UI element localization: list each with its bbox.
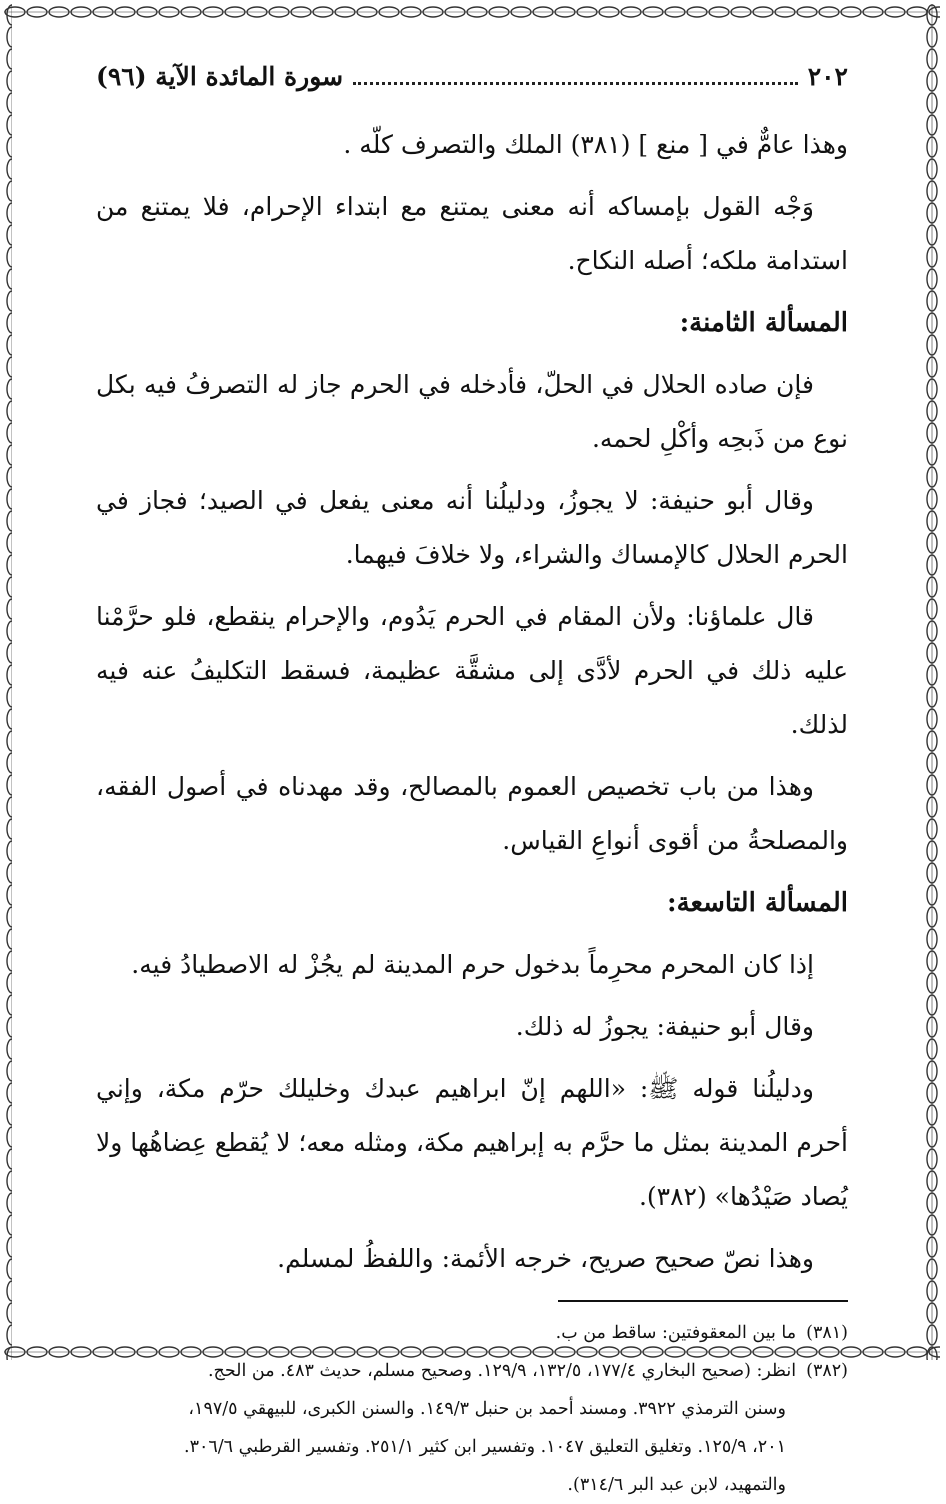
footnote-381 bbox=[96, 1314, 848, 1352]
footnote-separator bbox=[558, 1300, 848, 1302]
paragraph: وَجْه القول بإمساكه أنه معنى يمتنع مع ابتداء الإحرام، فلا يمتنع من استدامة ملكه؛ أصله النكاح. bbox=[96, 192, 848, 275]
paragraph: وقال أبو حنيفة: يجوزُ له ذلك. bbox=[515, 1012, 814, 1041]
chain-border-top bbox=[4, 4, 940, 20]
chain-border-left bbox=[4, 4, 12, 1360]
running-title: سورة المائدة الآية (٩٦) bbox=[96, 62, 344, 91]
paragraph: وهذا من باب تخصيص العموم بالمصالح، وقد مهدناه في أصول الفقه، والمصلحةُ من أقوى أنواعِ القياس. bbox=[96, 772, 848, 855]
paragraph: ودليلُنا قوله ﷺ: «اللهم إنّ ابراهيم عبدك وخليلك حرّم مكة، وإني أحرم المدينة بمثل ما حرَّم به إبراهيم مكة، ومثله معه؛ لا يُقطع عِضاهُها ولا يُصاد صَيْدُها» (٣٨٢). bbox=[96, 1074, 848, 1211]
section-heading: المسألة التاسعة: bbox=[667, 888, 848, 918]
chain-border-right bbox=[924, 4, 940, 1360]
footnote-text: ما بين المعقوفتين: ساقط من ب. bbox=[555, 1323, 797, 1343]
running-header bbox=[96, 62, 848, 110]
paragraph: فإن صاده الحلال في الحلّ، فأدخله في الحرم جاز له التصرفُ فيه بكل نوع من ذَبحِه وأكْلِ لحمه. bbox=[96, 370, 848, 453]
section-heading: المسألة الثامنة: bbox=[679, 308, 848, 338]
paragraph: وهذا عامٌّ في [ منع ] (٣٨١) الملك والتصرف كلّه . bbox=[343, 130, 848, 159]
footnote-number: (٣٨٢) bbox=[806, 1361, 848, 1381]
footnote-line: ٢٠١، ١٢٥/٩. وتغليق التعليق ١٠٤٧. وتفسير ابن كثير ٢٥١/١. وتفسير القرطبي ٣٠٦/٦. bbox=[183, 1437, 786, 1457]
footnote-number: (٣٨١) bbox=[806, 1323, 848, 1343]
paragraph: وقال أبو حنيفة: لا يجوزُ، ودليلُنا أنه معنى يفعل في الصيد؛ فجاز في الحرم الحلال كالإمساك والشراء، ولا خلافَ فيهما. bbox=[96, 486, 848, 569]
page-content bbox=[96, 62, 848, 1495]
header-dots bbox=[353, 82, 798, 85]
footnote-line: وسنن الترمذي ٣٩٢٢. ومسند أحمد بن حنبل ١٤٩/٣. والسنن الكبرى، للبيهقي ١٩٧/٥، bbox=[188, 1399, 786, 1419]
footnote-line: والتمهيد، لابن عبد البر ٣١٤/٦). bbox=[567, 1475, 786, 1495]
paragraph: إذا كان المحرم محرِماً بدخول حرم المدينة لم يجُزْ له الاصطيادُ فيه. bbox=[131, 950, 814, 979]
page-number: ٢٠٢ bbox=[807, 62, 848, 91]
paragraph: قال علماؤنا: ولأن المقام في الحرم يَدُوم، والإحرام ينقطع، فلو حرَّمْنا عليه ذلك في الحرم لأدَّى إلى مشقَّة عظيمة، فسقط التكليفُ عنه فيه لذلك. bbox=[96, 602, 848, 739]
paragraph: وهذا نصّ صحيح صريح، خرجه الأئمة: واللفظُ لمسلم. bbox=[277, 1244, 814, 1273]
footnote-382 bbox=[96, 1352, 848, 1390]
footnote-text: انظر: (صحيح البخاري ١٧٧/٤، ١٣٢/٥، ١٢٩/٩. وصحيح مسلم، حديث ٤٨٣. من الحج. bbox=[207, 1361, 797, 1381]
